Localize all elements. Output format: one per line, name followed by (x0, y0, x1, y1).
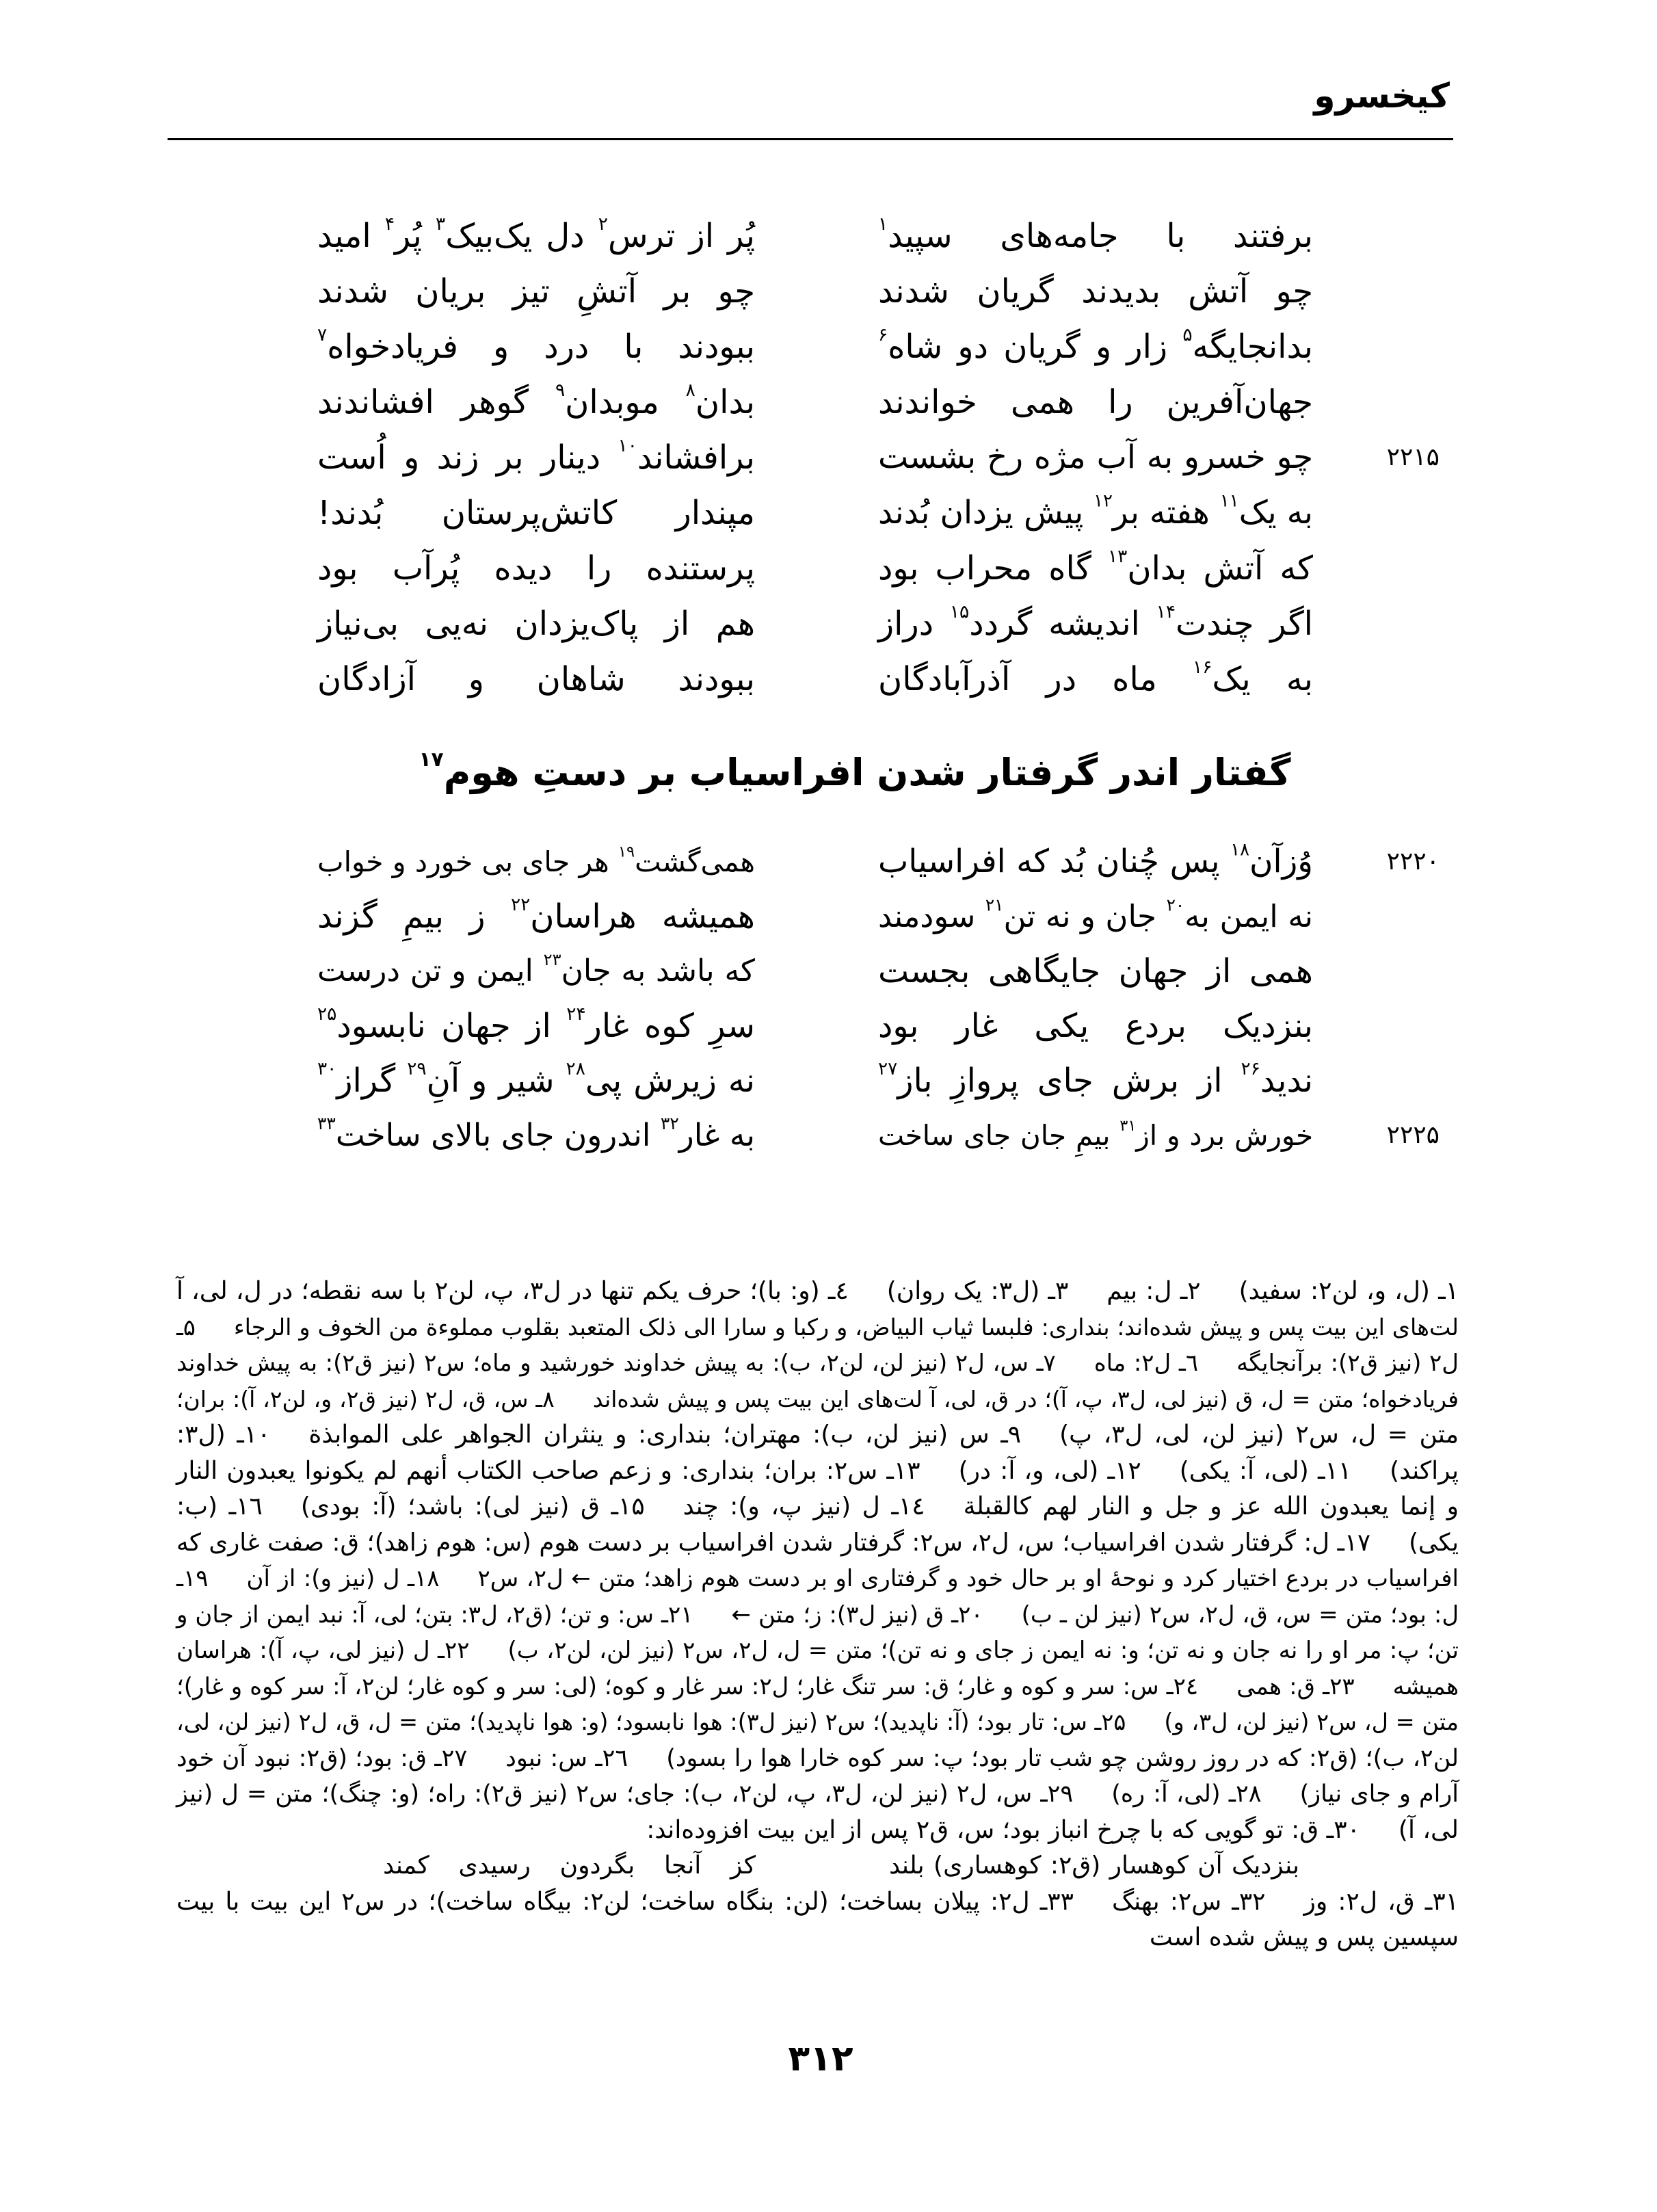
footnote-entry: ۳۱ـ ق، ل۲: وز (1303, 1887, 1459, 1916)
footnote-entry: متن = ل، س۲ (نیز لن، ل۳، و) (1164, 1709, 1459, 1735)
footnote-line (176, 1417, 1459, 1453)
footnote-entry: ٢٤ـ س: سر و کوه و غار؛ ق: سر تنگ غار؛ ل۲: سر غار و کوه؛ (لی: سر و کوه غار؛ لن۲، آ: سر کوه و غار)؛ (176, 1672, 1199, 1700)
footnote-line (176, 1741, 1459, 1776)
footnote-entry: ۳۳ـ ل۲: پیلان بساخت؛ (لن: بنگاه ساخت؛ لن۲: بیگاه ساخت)؛ در س۲ این بیت با بیت (176, 1887, 1074, 1916)
footnote-ref: ۱۳ (1107, 545, 1128, 567)
hemistich-first: ندید$^{۲۶}$ از برش جای پروازِ باز$^{۲۷}$ (878, 1057, 1313, 1100)
footnote-entry: ۳ـ (ل۳: یک روان) (886, 1277, 1069, 1305)
footnote-ref: ۱۷ (419, 747, 444, 772)
quoted-hemistich-first: بنزدیک آن کوهسار (ق۲: کوهساری) بلند (889, 1852, 1300, 1880)
footnote-entry: آرام و جای نیاز) (1299, 1780, 1459, 1808)
section-heading-text: گفتار اندر گرفتار شدن افراسیاب بر دستِ هوم (443, 751, 1291, 794)
footnote-entry: ۲۳ـ ق: همی (1236, 1672, 1355, 1700)
footnote-ref: ۲۹ (407, 1057, 427, 1079)
footnote-entry: تن؛ پ: مر او را نه جان و نه تن؛ و: نه ایمن ز جای و نه تن)؛ متن = ل، ل۲، س۲ (نیز لن، لن۲، ب) (507, 1637, 1459, 1664)
footnote-ref: ۱۶ (1193, 656, 1212, 678)
footnote-ref: ۳۲ (660, 1114, 679, 1134)
footnote-entry: ۲۸ـ (لی، آ: ره) (1111, 1780, 1262, 1808)
footnote-ref: ۸ (685, 379, 695, 401)
beyt-row (0, 999, 1657, 1053)
footnote-entry: ٦ـ ل۲: ماه (1093, 1349, 1199, 1377)
footnote-entry: یکی) (1409, 1528, 1459, 1557)
footnote-entry: ل: بود؛ متن = س، ق، ل۲، س۲ (نیز لن ـ ب) (1021, 1601, 1459, 1629)
hemistich-first: همی از جهان جایگاهی بجست (878, 952, 1313, 990)
footnote-ref: ۳۳ (317, 1114, 336, 1134)
hemistich-second: برافشاند$^{۱۰}$ دینار بر زند و اُست (317, 434, 755, 477)
footnote-entry: همیشه (1392, 1672, 1459, 1700)
footnote-entry: پراکند) (1390, 1456, 1459, 1485)
footnote-ref: ۴ (384, 213, 395, 235)
footnote-ref: ۲۳ (543, 950, 561, 970)
footnote-line (176, 1453, 1459, 1489)
verse-number: ۲۲۲۵ (1386, 1121, 1440, 1149)
beyt-row (0, 319, 1657, 374)
footnote-entry: ۲۱ـ س: و تن؛ (ق۲، ل۳: بتن؛ لی، آ: نبد ایمن از جان و (176, 1601, 693, 1629)
hemistich-first: بنزدیک بردع یکی غار بود (878, 1007, 1313, 1045)
hemistich-second: همی‌گشت$^{۱۹}$ هر جای بی خورد و خواب (317, 843, 755, 878)
hemistich-second: بدان$^۸$ موبدان$^۹$ گوهر افشاندند (317, 379, 755, 421)
footnote-entry: متن = ل، س۲ (نیز لن، لی، ل۳، پ) (1059, 1421, 1459, 1449)
hemistich-second: ببودند با درد و فریادخواه$^۷$ (317, 324, 755, 366)
hemistich-second: به غار$^{۳۲}$ اندرون جای بالای ساخت$^{۳۳}$ (317, 1114, 755, 1153)
footnote-line (176, 1310, 1459, 1345)
footnote-entry: لن۲، ب)؛ (ق۲: که در روز روشن چو شب تار بود؛ پ: سر کوه خارا هوا را بسود) (666, 1744, 1459, 1772)
hemistich-first: نه ایمن به$^{۲۰}$ جان و نه تن$^{۲۱}$ سودمند (878, 895, 1313, 934)
footnote-line (176, 1884, 1459, 1920)
footnote-entry: ۲۰ـ ق (نیز ل۳): ز؛ متن ← (731, 1601, 983, 1629)
footnote-entry: ۲۹ـ س، ل۲ (نیز لن، ل۳، پ، لن۲، ب): جای؛ س۲ (نیز ق۲): راه؛ (و: چنگ)؛ متن = ل (نیز (176, 1780, 1074, 1808)
footnote-entry: ١٤ـ ل (نیز پ، و): چند (682, 1492, 925, 1520)
footnote-entry: سپسین پس و پیش شده است (1149, 1923, 1459, 1951)
beyt-row (0, 486, 1657, 540)
footnote-entry: ۲ـ ل: بیم (1106, 1277, 1201, 1305)
footnote-ref: ۱۸ (1230, 839, 1250, 860)
hemistich-second: پُر از ترس$^۲$ دل یک‌بیک$^۳$ پُر$^۴$ امید (317, 213, 756, 255)
beyt-row (0, 944, 1657, 999)
footnote-ref: ۱۴ (1156, 601, 1176, 622)
footnote-entry: ۸ـ س، ق، ل۲ (نیز ق۲، و، لن۲، آ): بران؛ (176, 1385, 555, 1412)
beyt-row (0, 1053, 1657, 1108)
quoted-hemistich-second: کز آنجا بگردون رسیدی کمند (383, 1852, 756, 1880)
footnote-entry: ٢٦ـ س: نبود (505, 1744, 628, 1772)
footnote-entry: فریادخواه؛ متن = ل، ق (نیز لی، ل۳، پ، آ)؛ در ق، لی، آ لت‌های این بیت پس و پیش شده‌اند (592, 1385, 1459, 1412)
footnote-ref: ۱۱ (1219, 490, 1239, 512)
footnote-ref: ۳۱ (1119, 1116, 1137, 1135)
hemistich-second: نه زیرش پی$^{۲۸}$ شیر و آنِ$^{۲۹}$ گراز$^{۳۰}$ (317, 1057, 755, 1100)
footnote-entry: ۱۵ـ ق (نیز لی): باشد؛ (آ: بودی) (300, 1492, 645, 1520)
footnote-entry: ۲۵ـ س: تار بود؛ (آ: ناپدید)؛ س۲ (نیز ل۳): هوا نابسود؛ (و: هوا ناپدید)؛ متن = ل، ق، ل۲ (نیز لن، لی، (176, 1709, 1126, 1735)
footnote-entry: ۱۱ـ (لی، آ: یکی) (1179, 1456, 1352, 1485)
beyt-row (0, 834, 1657, 889)
footnote-entry: ۷ـ س، ل۲ (نیز لن، لن۲، ب): به پیش خداوند خورشید و ماه؛ س۲ (نیز ق۲): به پیش خداوند (176, 1349, 1056, 1377)
verse-number: ۲۲۱۵ (1386, 443, 1440, 471)
footnote-ref: ۲۶ (1241, 1057, 1260, 1079)
footnote-entry: ۱۷ـ ل: گرفتار شدن افراسیاب؛ س، ل۲، س۲: گرفتار شدن افراسیاب بر دست هوم (س: هوم زاهد)؛ ق: صفت غاری که (176, 1528, 1371, 1557)
hemistich-first: چو آتش بدیدند گریان شدند (878, 272, 1313, 311)
hemistich-first: بدانجایگه$^۵$ زار و گریان دو شاه$^۶$ (878, 324, 1313, 366)
hemistich-second: پرستنده را دیده پُرآب بود (317, 549, 755, 588)
footnote-entry: ۲۷ـ ق: بود؛ (ق۲: نبود آن خود (176, 1744, 468, 1772)
footnote-entry: ۱۲ـ (لی، و، آ: در) (958, 1456, 1141, 1485)
footnote-line (176, 1274, 1459, 1309)
footnote-entry: و إنما یعبدون الله عز و جل و النار لهم کالقبلة (963, 1492, 1459, 1520)
hemistich-second: که باشد به جان$^{۲۳}$ ایمن و تن درست (317, 950, 755, 988)
beyt-row (0, 1108, 1657, 1163)
footnote-ref: ۲۰ (1166, 895, 1185, 915)
footnote-ref: ۳۰ (317, 1057, 337, 1079)
hemistich-first: خورش برد و از$^{۳۱}$ بیمِ جان جای ساخت (878, 1116, 1313, 1152)
section-heading (171, 744, 1539, 802)
hemistich-second: ببودند شاهان و آزادگان (317, 660, 755, 698)
beyt-row (0, 652, 1657, 707)
beyt-row (0, 596, 1657, 651)
footnote-ref: ۳ (436, 213, 446, 235)
footnote-entry: ۳۲ـ س۲: بهنگ (1111, 1887, 1266, 1916)
footnote-line (176, 1776, 1459, 1812)
footnote-entry: ۱۸ـ ل (نیز و): از آن (246, 1565, 440, 1592)
beyt-row (0, 209, 1657, 263)
footnote-ref: ۱۵ (949, 601, 970, 622)
footnote-ref: ۱۰ (618, 434, 637, 456)
footnote-entry: افراسیاب در بردع اختیار کرد و نوحهٔ او بر حال خود و گرفتاری او بر دست هوم زاهد؛ متن ← ل۲، س۲ (477, 1565, 1459, 1592)
footnote-entry: ٤ـ (و: با)؛ حرف یکم تنها در ل۳، پ، لن۲ با سه نقطه؛ در ل، لی، آ (176, 1277, 849, 1305)
footnote-ref: ۶ (878, 324, 888, 345)
footnote-entry: لی، آ) (1398, 1815, 1459, 1844)
hemistich-second: مپندار کاتش‌پرستان بُدند! (317, 494, 755, 532)
hemistich-first: به یک$^{۱۶}$ ماه در آذرآبادگان (878, 656, 1314, 698)
footnote-ref: ۱ (878, 213, 888, 235)
footnote-line (176, 1813, 1459, 1848)
footnote-ref: ۲۸ (566, 1057, 585, 1079)
hemistich-first: برفتند با جامه‌های سپید$^۱$ (878, 213, 1313, 255)
footnote-entry: ۲۲ـ ل (نیز لی، پ، آ): هراسان (176, 1637, 470, 1664)
footnote-line (176, 1382, 1459, 1417)
footnote-line (176, 1704, 1459, 1740)
footnote-entry: ۱ـ (ل، و، لن۲: سفید) (1238, 1277, 1459, 1305)
footnote-entry: ۳۰ـ ق: تو گویی که با چرخ انباز بود؛ س، ق۲ پس از این بیت افزوده‌اند: (646, 1815, 1360, 1844)
hemistich-second: چو بر آتشِ تیز بریان شدند (317, 272, 755, 311)
beyt-row (0, 264, 1657, 319)
footnote-entry: ۵ـ (176, 1313, 196, 1341)
footnote-line (176, 1489, 1459, 1525)
beyt-row (0, 541, 1657, 596)
footnote-entry: ١٦ـ (ب: (176, 1492, 263, 1520)
footnote-ref: ۷ (317, 324, 328, 345)
footnote-ref: ۱۲ (1093, 490, 1113, 512)
running-title: کیخسرو (1314, 76, 1450, 116)
footnote-ref: ۲ (598, 213, 608, 235)
footnote-entry: ۱۰ـ (ل۳: (176, 1421, 271, 1449)
footnote-ref: ۱۹ (618, 843, 635, 861)
verse-number: ۲۲۲۰ (1386, 847, 1440, 875)
page-number: ۳۱۲ (788, 2038, 853, 2079)
hemistich-first: وُزآن$^{۱۸}$ پس چُنان بُد که افراسیاب (878, 839, 1313, 880)
footnote-ref: ۵ (1182, 324, 1193, 345)
footnote-ref: ۲۴ (566, 1003, 586, 1025)
beyt-row (0, 889, 1657, 944)
footnote-entry: لت‌های این بیت پس و پیش شده‌اند؛ بنداری: فلبسا ثیاب البیاض، و رکبا و سارا الی ذلک المتعبد بقلوب مملوءة من الخوف و الرجاء (233, 1313, 1459, 1341)
footnote-line (176, 1597, 1459, 1633)
hemistich-second: سرِ کوه غار$^{۲۴}$ از جهان نابسود$^{۲۵}$ (317, 1003, 756, 1045)
footnote-ref: ۲۲ (510, 893, 531, 915)
hemistich-first: جهان‌آفرین را همی خواندند (878, 383, 1313, 421)
footnote-entry: ۱۹ـ (176, 1565, 209, 1592)
beyt-row (0, 430, 1657, 485)
footnote-line (176, 1669, 1459, 1704)
footnote-ref: ۲۷ (878, 1057, 898, 1079)
footnote-ref: ۲۱ (985, 895, 1004, 915)
footnote-entry: ۱۳ـ س۲: بران؛ بنداری: و زعم صاحب الکتاب أنهم لم یکونوا یعبدون النار (176, 1456, 920, 1485)
footnote-line (176, 1920, 1459, 1956)
hemistich-second: هم از پاک‌یزدان نه‌یی بی‌نیاز (317, 605, 755, 643)
footnote-entry: ۹ـ س (نیز لن، ب): مهتران؛ بنداری: و ینثران الجواهر علی الموابذة (308, 1421, 1022, 1449)
header-rule (168, 138, 1453, 140)
hemistich-second: همیشه هراسان$^{۲۲}$ ز بیمِ گزند (317, 893, 755, 936)
footnote-entry: ل۲ (نیز ق۲): برآنجایگه (1236, 1349, 1459, 1377)
footnote-ref: ۲۵ (317, 1003, 337, 1025)
hemistich-first: که آتش بدان$^{۱۳}$ گاه محراب بود (878, 545, 1313, 588)
footnote-line (176, 1633, 1459, 1668)
footnote-line (176, 1525, 1459, 1561)
footnote-line (176, 1345, 1459, 1381)
beyt-row (0, 375, 1657, 430)
hemistich-first: به یک$^{۱۱}$ هفته بر$^{۱۲}$ پیش یزدان بُدند (878, 490, 1313, 531)
hemistich-first: چو خسرو به آب مژه رخ بشست (878, 438, 1313, 476)
hemistich-first: اگر چندت$^{۱۴}$ اندیشه گردد$^{۱۵}$ دراز (878, 601, 1314, 643)
footnote-ref: ۹ (555, 379, 566, 401)
footnote-line (176, 1561, 1459, 1596)
footnote-quoted-verse (176, 1848, 1459, 1884)
